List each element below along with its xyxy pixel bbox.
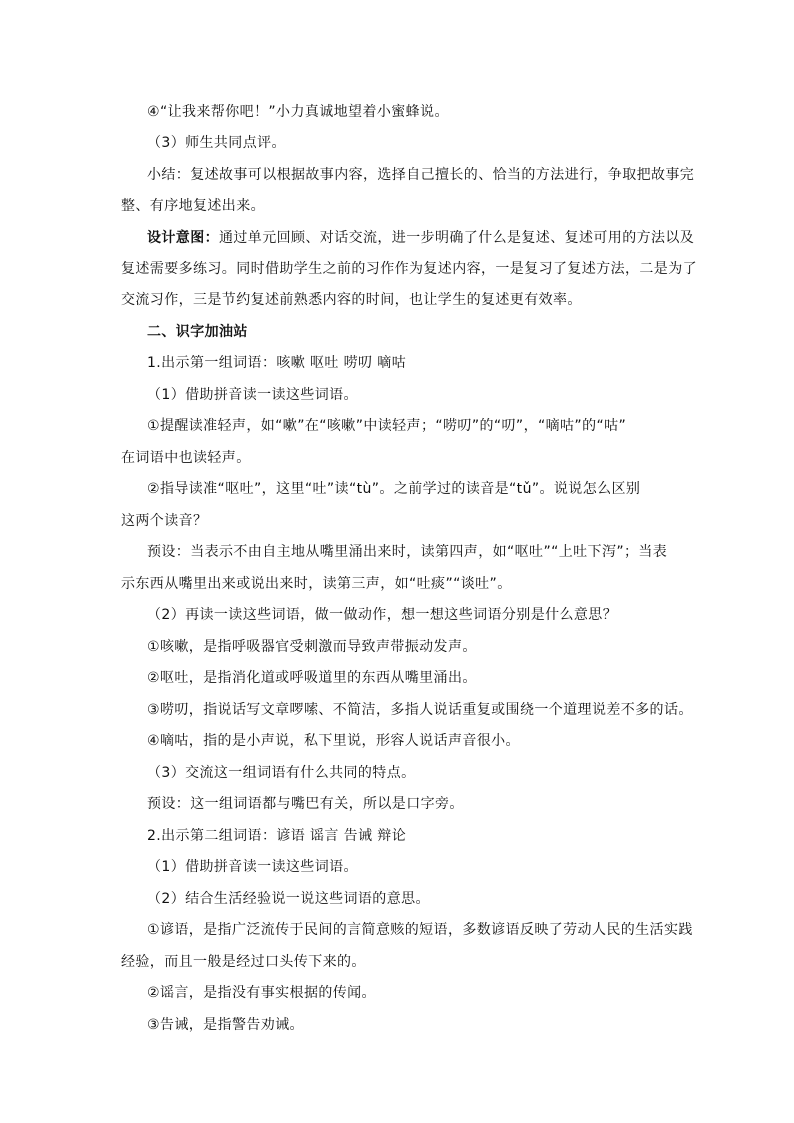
paragraph-line: （2）结合生活经验说一说这些词语的意思。 — [147, 891, 430, 907]
paragraph-line: ③唠叨，指说话写文章啰嗦、不简洁，多指人说话重复或围绕一个道理说差不多的话。 — [147, 702, 693, 718]
paragraph-line: 预设：这一组词语都与嘴巴有关，所以是口字旁。 — [147, 796, 464, 812]
paragraph-line: ①提醒读准轻声，如“嗽”在“咳嗽”中读轻声；“唠叨”的“叨”，“嘀咕”的“咕” — [147, 418, 627, 434]
paragraph-line: ②呕吐，是指消化道或呼吸道里的东西从嘴里涌出。 — [147, 670, 477, 686]
paragraph-line: 经验，而且一般是经过口头传下来的。 — [121, 954, 366, 970]
paragraph-line: ④嘀咕，指的是小声说，私下里说，形容人说话声音很小。 — [147, 733, 520, 749]
paragraph-line: 小结：复述故事可以根据故事内容，选择自己擅长的、恰当的方法进行，争取把故事完 — [147, 167, 695, 183]
paragraph-line: 2.出示第二组词语：谚语 谣言 告诫 辩论 — [147, 828, 407, 844]
paragraph-line: ①谚语，是指广泛流传于民间的言简意赅的短语，多数谚语反映了劳动人民的生活实践 — [147, 922, 693, 938]
paragraph-line: （3）师生共同点评。 — [147, 135, 286, 151]
paragraph-line: 示东西从嘴里出来或说出来时，读第三声，如“吐痰”“谈吐”。 — [121, 576, 512, 592]
paragraph-line: （1）借助拼音读一读这些词语。 — [147, 387, 358, 403]
paragraph-line: ④“让我来帮你吧！”小力真诚地望着小蜜蜂说。 — [147, 104, 449, 120]
paragraph-line: （3）交流这一组词语有什么共同的特点。 — [147, 765, 416, 781]
paragraph-line: 1.出示第一组词语：咳嗽 呕吐 唠叨 嘀咕 — [147, 355, 407, 371]
paragraph-line: 复述需要多练习。同时借助学生之前的习作作为复述内容，一是复习了复述方法，二是为了 — [121, 261, 697, 277]
design-intent-label: 设计意图： — [147, 230, 219, 246]
paragraph-line: 预设：当表示不由自主地从嘴里涌出来时，读第四声，如“呕吐”“上吐下泻”；当表 — [147, 544, 668, 560]
design-intent-text: 通过单元回顾、对话交流，进一步明确了什么是复述、复述可用的方法以及 — [219, 230, 695, 246]
paragraph-line: （1）借助拼音读一读这些词语。 — [147, 859, 358, 875]
section-heading: 二、识字加油站 — [147, 324, 248, 340]
paragraph-line: ②谣言，是指没有事实根据的传闻。 — [147, 985, 376, 1001]
design-intent-line — [147, 229, 694, 247]
paragraph-line: 交流习作，三是节约复述前熟悉内容的时间，也让学生的复述更有效率。 — [121, 292, 582, 308]
paragraph-line: ①咳嗽，是指呼吸器官受刺激而导致声带振动发声。 — [147, 639, 477, 655]
paragraph-line: 在词语中也读轻声。 — [121, 450, 251, 466]
paragraph-line: ③告诫，是指警告劝诫。 — [147, 1017, 304, 1033]
paragraph-line: 整、有序地复述出来。 — [121, 198, 265, 214]
paragraph-line: ②指导读准“呕吐”，这里“吐”读“tù”。之前学过的读音是“tǔ”。说说怎么区别 — [147, 481, 641, 497]
paragraph-line: （2）再读一读这些词语，做一做动作，想一想这些词语分别是什么意思？ — [147, 607, 618, 623]
paragraph-line: 这两个读音？ — [121, 513, 208, 529]
